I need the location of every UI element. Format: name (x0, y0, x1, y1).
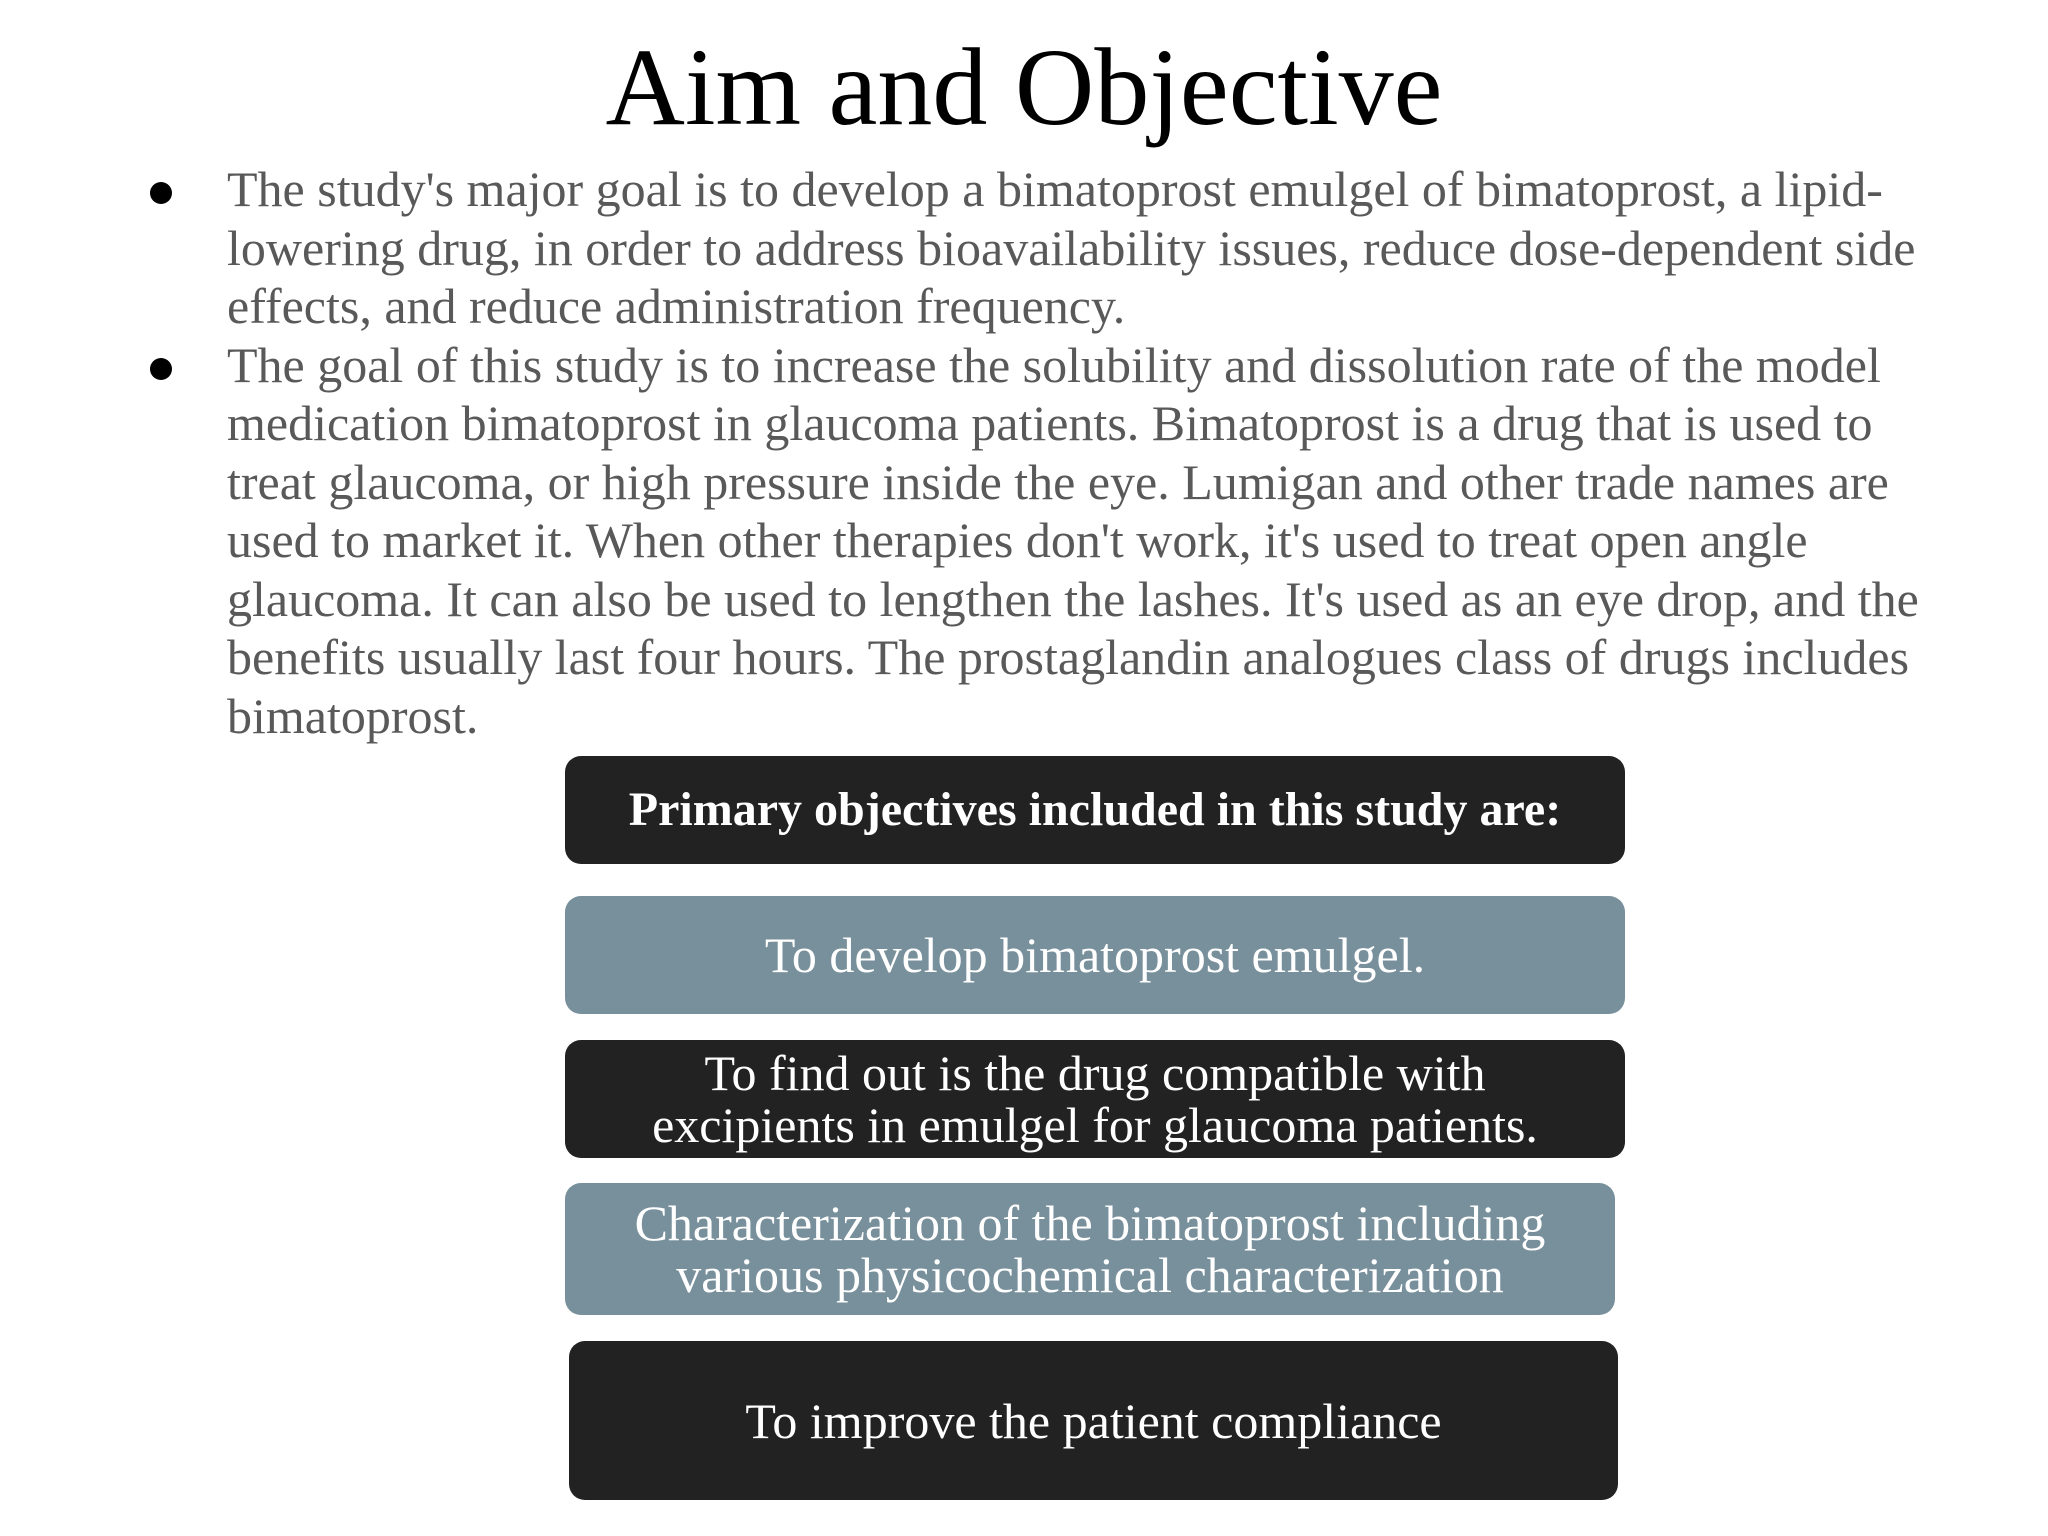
objectives-header-box (565, 756, 1625, 864)
bullet-text: The study's major goal is to develop a bimatoprost emulgel of bimatoprost, a lipid-lowering drug, in order to address bioavailability issues, reduce dose-dependent side effects, and reduce administration frequency. (227, 161, 1916, 334)
objectives-header-text: Primary objectives included in this study are: (628, 783, 1562, 836)
objective-text: Characterization of the bimatoprost including various physicochemical characterization (634, 1195, 1546, 1303)
objective-text: To find out is the drug compatible with excipients in emulgel for glaucoma patients. (652, 1045, 1538, 1153)
objective-box-characterization (565, 1183, 1615, 1315)
bullet-dot-icon (150, 182, 172, 204)
bullet-dot-icon (150, 358, 172, 380)
bullet-item (150, 160, 1940, 336)
bullet-text: The goal of this study is to increase the solubility and dissolution rate of the model medication bimatoprost in glaucoma patients. Bimatoprost is a drug that is used to treat glaucoma, or high pressure inside the eye. Lumigan and other trade names are used to market it. When other therapies don't work, it's used to treat open angle glaucoma. It can also be used to lengthen the lashes. It's used as an eye drop, and the benefits usually last four hours. The prostaglandin analogues class of drugs includes bimatoprost. (227, 336, 1919, 744)
objective-text: To improve the patient compliance (745, 1392, 1442, 1449)
bullet-list (150, 160, 1940, 745)
objective-box-develop-emulgel (565, 896, 1625, 1014)
objective-box-drug-compatibility (565, 1040, 1625, 1158)
objective-text: To develop bimatoprost emulgel. (764, 927, 1426, 983)
slide-title: Aim and Objective (605, 26, 1443, 148)
objective-box-patient-compliance (569, 1341, 1618, 1500)
bullet-item (150, 336, 1940, 746)
